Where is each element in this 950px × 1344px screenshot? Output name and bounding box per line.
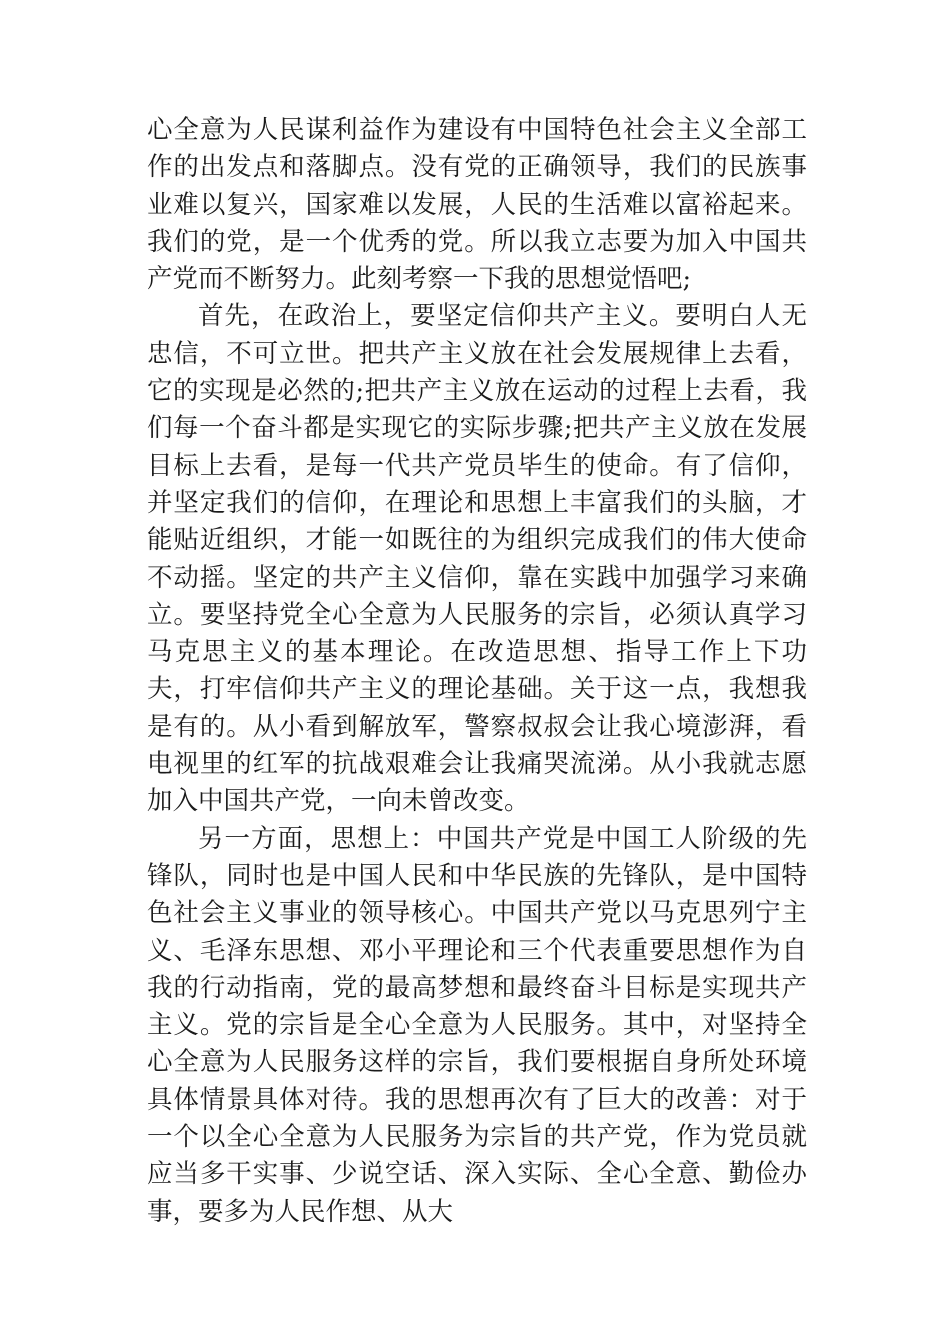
- paragraph: 首先，在政治上，要坚定信仰共产主义。要明白人无忠信，不可立世。把共产主义放在社会发展规律上去看，它的实现是必然的;把共产主义放在运动的过程上去看，我们每一个奋斗都是实现它的实际步骤;把共产主义放在发展目标上去看，是每一代共产党员毕生的使命。有了信仰，并坚定我们的信仰，在理论和思想上丰富我们的头脑，才能贴近组织，才能一如既往的为组织完成我们的伟大使命不动摇。坚定的共产主义信仰，靠在实践中加强学习来确立。要坚持党全心全意为人民服务的宗旨，必须认真学习马克思主义的基本理论。在改造思想、指导工作上下功夫，打牢信仰共产主义的理论基础。关于这一点，我想我是有的。从小看到解放军，警察叔叔会让我心境澎湃，看电视里的红军的抗战艰难会让我痛哭流涕。从小我就志愿加入中国共产党，一向未曾改变。: [147, 301, 807, 817]
- paragraph: 另一方面，思想上：中国共产党是中国工人阶级的先锋队，同时也是中国人民和中华民族的先锋队，是中国特色社会主义事业的领导核心。中国共产党以马克思列宁主义、毛泽东思想、邓小平理论和三个代表重要思想作为自我的行动指南，党的最高梦想和最终奋斗目标是实现共产主义。党的宗旨是全心全意为人民服务。其中，对坚持全心全意为人民服务这样的宗旨，我们要根据自身所处环境具体情景具体对待。我的思想再次有了巨大的改善：对于一个以全心全意为人民服务为宗旨的共产党，作为党员就应当多干实事、少说空话、深入实际、全心全意、勤俭办事，要多为人民作想、从大: [147, 823, 807, 1227]
- paragraph: 心全意为人民谋利益作为建设有中国特色社会主义全部工作的出发点和落脚点。没有党的正确领导，我们的民族事业难以复兴，国家难以发展，人民的生活难以富裕起来。我们的党，是一个优秀的党。所以我立志要为加入中国共产党而不断努力。此刻考察一下我的思想觉悟吧;: [147, 115, 807, 295]
- body-text: [147, 112, 807, 1231]
